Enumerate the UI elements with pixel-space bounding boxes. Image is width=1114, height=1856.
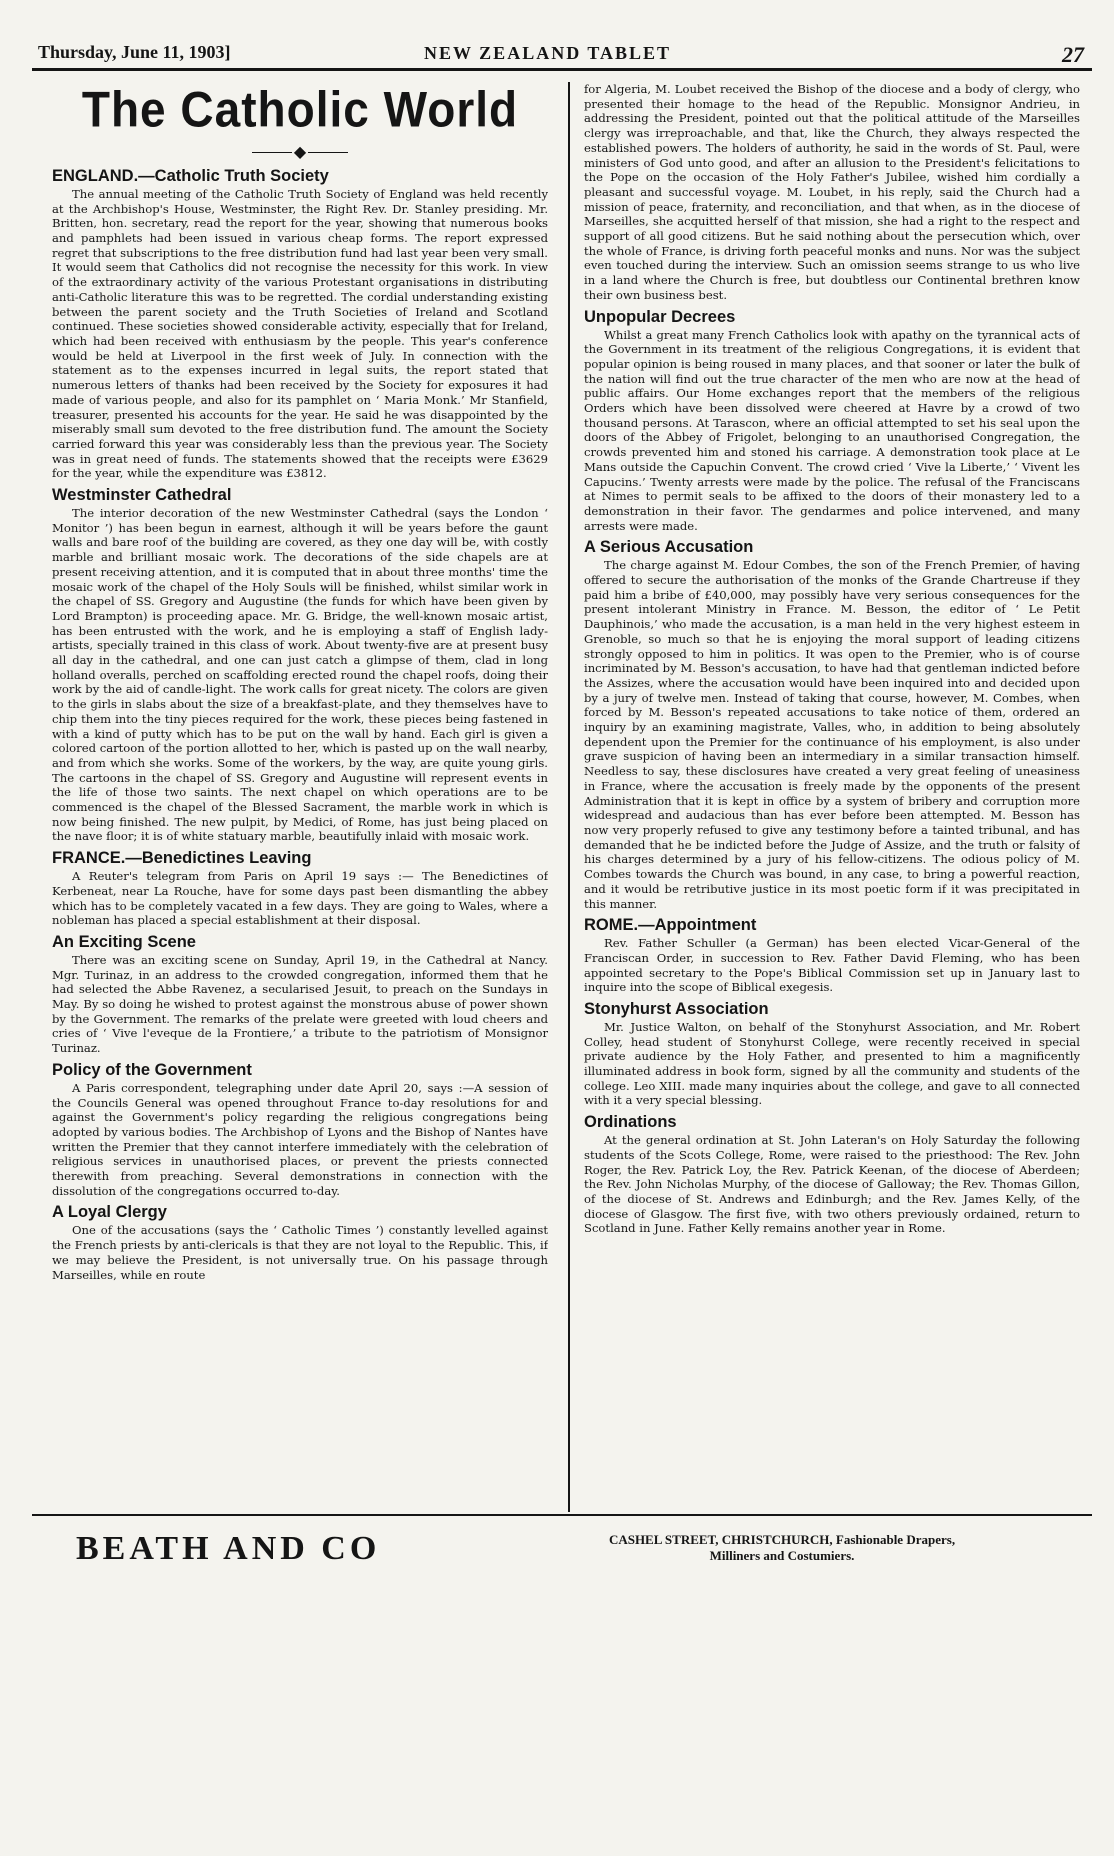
advertisement-footer <box>32 1520 1092 1567</box>
article <box>52 933 548 1056</box>
page-number: 27 <box>1062 42 1084 67</box>
right-column <box>584 82 1080 1510</box>
left-articles <box>52 167 548 1282</box>
article-heading: A Serious Accusation <box>584 538 754 557</box>
left-column <box>52 82 548 1510</box>
article-heading: Ordinations <box>584 1113 677 1132</box>
advertiser-name: BEATH AND CO <box>76 1530 381 1567</box>
right-articles <box>584 82 1080 1236</box>
article-paragraph: One of the accusations (says the ‘ Catholic Times ’) constantly levelled against the French priests by anti-clericals is that they are not loyal to the Republic. This, if we may believe the President, is not universally true. On his passage through Marseilles, while en route <box>52 1223 548 1282</box>
article <box>52 1061 548 1199</box>
title-ornament <box>52 142 548 161</box>
article-paragraph: A Reuter's telegram from Paris on April 19 says :— The Benedictines of Kerbeneat, near La Rouche, have for some days past been dismantling the abbey which has to be completely vacated in a few days. They are going to Wales, where a nobleman has placed a special establishment at their disposal. <box>52 869 548 928</box>
diamond-icon: ◆ <box>293 142 307 161</box>
article-paragraph: Mr. Justice Walton, on behalf of the Stonyhurst Association, and Mr. Robert Colley, head student of Stonyhurst College, were recently received in special private audience by the Holy Father, and presented to him a magnificently illuminated address in book form, signed by all the community and students of the college. Leo XIII. made many inquiries about the college, and gave to all connected with it a very special blessing. <box>584 1019 1080 1108</box>
article <box>584 82 1080 303</box>
article-heading: Unpopular Decrees <box>584 307 736 326</box>
article-paragraph: A Paris correspondent, telegraphing under date April 20, says :—A session of the Councils General was opened throughout France to-day resolutions for and against the Government's policy regarding the religious congregations being adopted by various bodies. The Archbishop of Lyons and the Bishop of Nantes have written the Premier that they cannot interfere immediately with the celebration of religious services in unauthorised places, or prevent the priests connected therewith from preaching. Several demonstrations in connection with the dissolution of the congregations occurred to-day. <box>52 1080 548 1198</box>
article-heading: ENGLAND.—Catholic Truth Society <box>52 167 329 185</box>
section-title: The Catholic World <box>81 82 519 138</box>
article-paragraph: The annual meeting of the Catholic Truth Society of England was held recently at the Archbishop's House, Westminster, the Right Rev. Dr. Stanley presiding. Mr. Britten, hon. secretary, read the report for the year, showing that numerous books and pamphlets had been issued in various cheap forms. The report expressed regret that subscriptions to the free distribution fund had last year been very small. It would seem that Catholics did not recognise the necessity for this work. In view of the extraordinary activity of the various Protestant organisations in distributing anti-Catholic literature this was to be regretted. The cordial understanding existing between the parent society and the Truth Societies of Ireland and Scotland continued. These societies showed considerable activity, especially that for Ireland, which had been received with enthusiasm by the people. This year's conference would be held at Liverpool in the first week of July. In connection with the statement as to the expenses incurred in legal suits, the report stated that numerous letters of thanks had been received by the Society for exposures it had made of various people, and also for its pamphlet on ‘ Maria Monk.’ Mr Stanfield, treasurer, presented his accounts for the year. He said he was disappointed by the miserably small sum devoted to the free distribution fund. The amount the Society carried forward this year was considerably less than the previous year. The Society was in great need of funds. The statements showed that the receipts were £3629 for the year, while the expenditure was £3812. <box>52 186 548 481</box>
article <box>584 1113 1080 1236</box>
article-paragraph: Rev. Father Schuller (a German) has been elected Vicar-General of the Franciscan Order, in succession to Rev. Father David Fleming, who has been appointed secretary to the Pope's Biblical Commission set up in January last to inquire into the scope of Biblical exegesis. <box>584 936 1080 995</box>
article-paragraph: The charge against M. Edour Combes, the son of the French Premier, of having offered to secure the authorisation of the monks of the Grande Chartreuse if they paid him a bribe of £40,000, may possibly have very serious consequences for the present intolerant Ministry in France. M. Besson, the editor of ‘ Le Petit Dauphinois,’ who made the accusation, is a man held in the very highest esteem in Grenoble, so much so that he is enjoying the moral support of leading citizens strongly opposed to him in politics. It was open to the Premier, who is of course incriminated by M. Besson's accusation, to have had that gentleman indicted before the Assizes, where the accusation would have been inquired into and decided upon by a jury of twelve men. Instead of taking that course, however, M. Combes, when forced by M. Besson's repeated accusations to take notice of them, ordered an inquiry by an examining magistrate, Valles, who, in addition to being absolutely dependent upon the Premier for the continuance of his employment, is also under grave suspicion of having been an intermediary in a similar transaction himself. Needless to say, these disclosures have created a very great feeling of uneasiness in France, where the accusation is freely made by the opponents of the present Administration that it is kept in office by a system of bribery and corruption more widespread and audacious than has ever before been attempted. M. Besson has now very properly refused to give any testimony before a tainted tribunal, and has demanded that he be indicted before the Judge of Assize, and the truth or falsity of his charges determined by a jury of his fellow-citizens. The odious policy of M. Combes towards the Church was bound, in any case, to bring a powerful reaction, and it would be retributive justice in its most poetic form if it was precipitated in this manner. <box>584 558 1080 911</box>
article-heading: Westminster Cathedral <box>52 486 232 505</box>
masthead <box>32 34 1092 71</box>
article <box>52 1203 548 1282</box>
advertiser-address: CASHEL STREET, CHRISTCHURCH, Fashionable Drapers, <box>608 1532 956 1547</box>
article <box>584 916 1080 995</box>
newspaper-page <box>32 34 1092 1834</box>
article-paragraph: Whilst a great many French Catholics look with apathy on the tyrannical acts of the Government in its treatment of the religious Congregations, it is evident that popular opinion is being roused in many places, and that sooner or later the bulk of the nation will find out the true character of the men who are now at the head of public affairs. Our Home exchanges report that the members of the religious Orders which have been dissolved were cheered at Havre by a crowd of two thousand persons. At Tarascon, where an official attempted to set his seal upon the doors of the Abbey of Frigolet, belonging to an unauthorised Congregation, the crowds prevented him and stoned his carriage. A demonstration took place at Le Mans outside the Capuchin Convent. The crowd cried ‘ Vive la Liberte,’ ‘ Vivent les Capucins.’ Twenty arrests were made by the police. The refusal of the Franciscans at Nimes to permit seals to be affixed to the doors of their monastery led to a demonstration in their favor. The gendarmes and police intervened, and many arrests were made. <box>584 327 1080 533</box>
article-paragraph: At the general ordination at St. John Lateran's on Holy Saturday the following students of the Scots College, Rome, were raised to the priesthood: The Rev. John Roger, the Rev. Patrick Loy, the Rev. Patrick Keenan, of the diocese of Aberdeen; the Rev. John Nicholas Murphy, of the diocese of Galloway; the Rev. Thomas Gillon, of the diocese of St. Andrews and Edinburgh; and the Rev. James Kelly, of the diocese of Glasgow. The first five, with two others previously ordained, return to Scotland in June. Father Kelly remains another year in Rome. <box>584 1133 1080 1236</box>
article <box>584 1000 1080 1108</box>
article-paragraph: There was an exciting scene on Sunday, April 19, in the Cathedral at Nancy. Mgr. Turinaz, in an address to the crowded congregation, informed them that he had selected the Abbe Ravenez, a secularised Jesuit, to preach on the Sundays in May. By so doing he wished to protest against the monstrous abuse of power shown by the Government. The remarks of the prelate were greeted with loud cheers and cries of ‘ Vive l'eveque de la Frontiere,’ a tribute to the patriotism of Monsignor Turinaz. <box>52 952 548 1056</box>
article-heading: ROME.—Appointment <box>584 916 757 935</box>
article-paragraph: The interior decoration of the new Westminster Cathedral (says the London ‘ Monitor ’) has been begun in earnest, although it will be years before the gaunt walls and bare roof of the building are covered, as they one day will be, with costly marble and brilliant mosaic work. The decorations of the side chapels are at present receiving attention, and it is computed that in about three months' time the mosaic work of the chapel of the Holy Souls will be finished, whilst similar work in the chapel of SS. Gregory and Augustine (the funds for which have been given by Lord Brampton) is proceeding apace. Mr. G. Bridge, the well-known mosaic artist, has been entrusted with the work, and he is employing a staff of English lady-artists, specially trained in this class of work. About twenty-five are at present busy all day in the cathedral, and one can just catch a glimpse of them, clad in long holland overalls, perched on scaffolding erected round the chapel roofs, doing their work by the aid of candle-light. The work calls for great nicety. The colors are given to the girls in slabs about the size of a breakfast-plate, and they themselves have to chip them into the tiny pieces required for the work, these pieces being fastened in with a kind of putty which has to be put on the wall by hand. Each girl is given a colored cartoon of the portion allotted to her, which is pasted up on the wall nearby, and from which she works. Some of the workers, by the way, are quite young girls. The cartoons in the chapel of SS. Gregory and Augustine will represent events in the life of those two saints. The next chapel on which operations are to be commenced is the chapel of the Blessed Sacrament, the marble work in which is now being finished. The new pulpit, by Medici, of Rome, has just being placed on the nave floor; it is of white statuary marble, beautifully inlaid with mosaic work. <box>52 506 548 844</box>
issue-date: Thursday, June 11, 1903] <box>38 42 231 62</box>
footer-rule <box>32 1514 1092 1516</box>
advertiser-details <box>502 1532 1062 1564</box>
article-heading: An Exciting Scene <box>52 932 196 951</box>
article-heading: A Loyal Clergy <box>52 1203 167 1222</box>
article <box>52 849 548 928</box>
article <box>584 538 1080 911</box>
article-heading: Stonyhurst Association <box>584 999 769 1018</box>
advertiser-trade: Milliners and Costumiers. <box>709 1548 855 1563</box>
article-heading: Policy of the Government <box>52 1060 252 1079</box>
article <box>52 167 548 481</box>
article <box>52 486 548 844</box>
publication-name: NEW ZEALAND TABLET <box>424 43 672 63</box>
article-paragraph: for Algeria, M. Loubet received the Bishop of the diocese and a body of clergy, who presented their homage to the head of the Republic. Monsignor Andrieu, in addressing the President, pointed out that the political attitude of the Marseilles clergy was irreproachable, and that, like the Church, they always respected the established powers. The holders of authority, he said in the words of St. Paul, were ministers of God unto good, and after an allusion to the President's felicitations to the Pope on the occasion of the Holy Father's Jubilee, wished him cordially a pleasant and successful voyage. M. Loubet, in his reply, said the Church had a mission of peace, fraternity, and reconciliation, and that when, as in the diocese of Marseilles, she acquitted herself of that mission, she had a right to the respect and support of all good citizens. But he said nothing about the persecution which, over the whole of France, is driving forth peaceful monks and nuns. Nor was the subject even touched during the interview. Such an omission seems strange to us who live in a land where the Church is free, but doubtless our Continental brethren know their own business best. <box>584 82 1080 302</box>
column-divider <box>568 82 570 1512</box>
article <box>584 308 1080 534</box>
article-heading: FRANCE.—Benedictines Leaving <box>52 849 312 868</box>
